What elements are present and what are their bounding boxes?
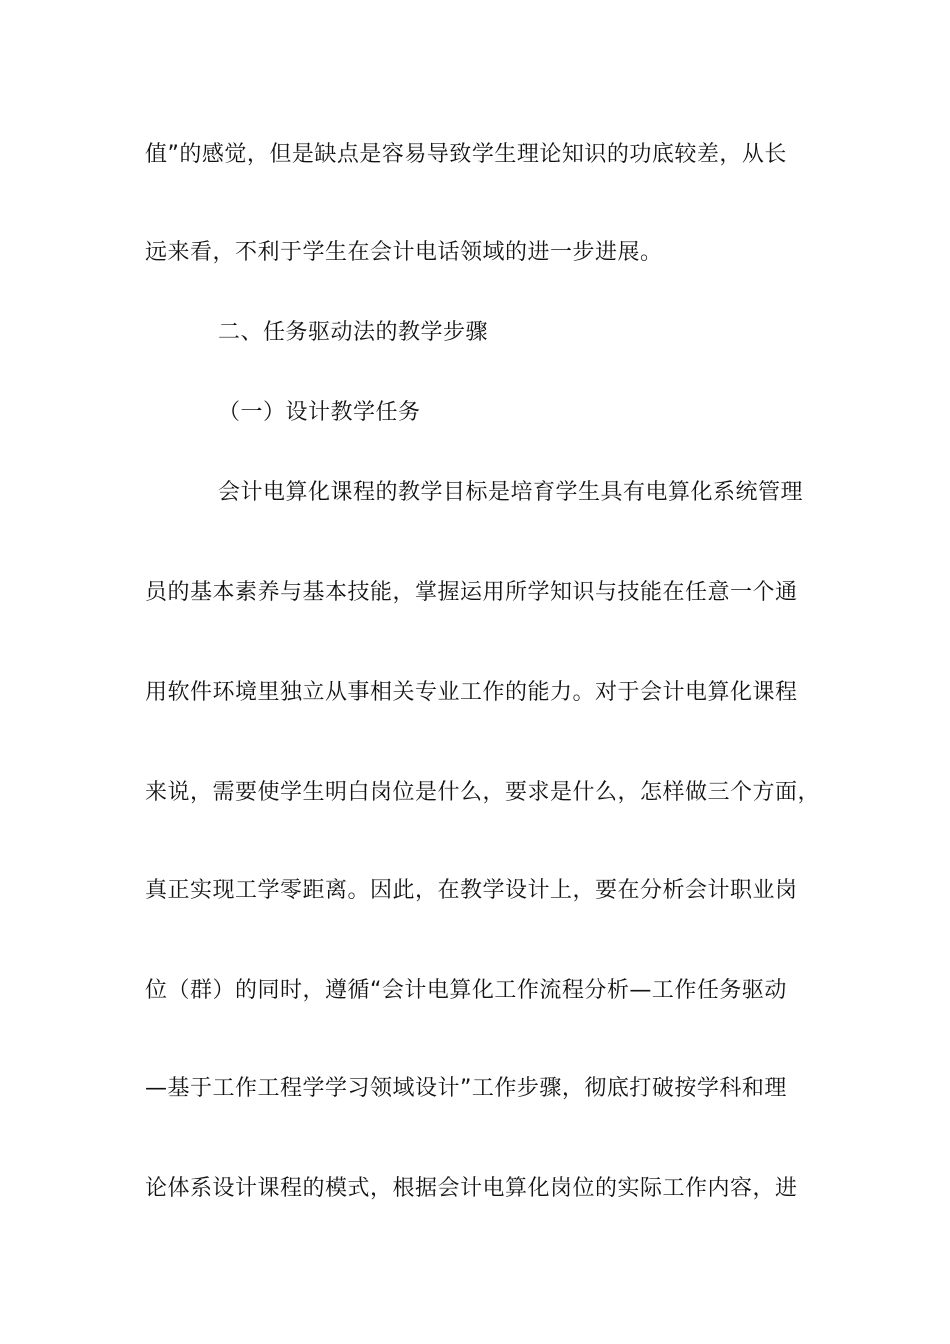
subsection-heading: （一）设计教学任务 [218, 400, 421, 425]
paragraph-line: —基于工作工程学学习领域设计”工作步骤，彻底打破按学科和理 [145, 1076, 787, 1101]
paragraph-line: 来说，需要使学生明白岗位是什么，要求是什么，怎样做三个方面， [145, 780, 821, 805]
paragraph-line: 论体系设计课程的模式，根据会计电算化岗位的实际工作内容，进 [145, 1176, 798, 1201]
paragraph-line: 值”的感觉，但是缺点是容易导致学生理论知识的功底较差，从长 [145, 142, 787, 167]
paragraph-line: 位（群）的同时，遵循“会计电算化工作流程分析—工作任务驱动 [145, 978, 787, 1003]
paragraph-line: 员的基本素养与基本技能，掌握运用所学知识与技能在任意一个通 [145, 580, 798, 605]
paragraph-line: 用软件环境里独立从事相关专业工作的能力。对于会计电算化课程 [145, 680, 798, 705]
section-heading: 二、任务驱动法的教学步骤 [218, 320, 489, 345]
paragraph-line: 远来看，不利于学生在会计电话领域的进一步进展。 [145, 240, 663, 265]
paragraph-line: 真正实现工学零距离。因此，在教学设计上，要在分析会计职业岗 [145, 878, 798, 903]
paragraph-line: 会计电算化课程的教学目标是培育学生具有电算化系统管理 [218, 480, 804, 505]
